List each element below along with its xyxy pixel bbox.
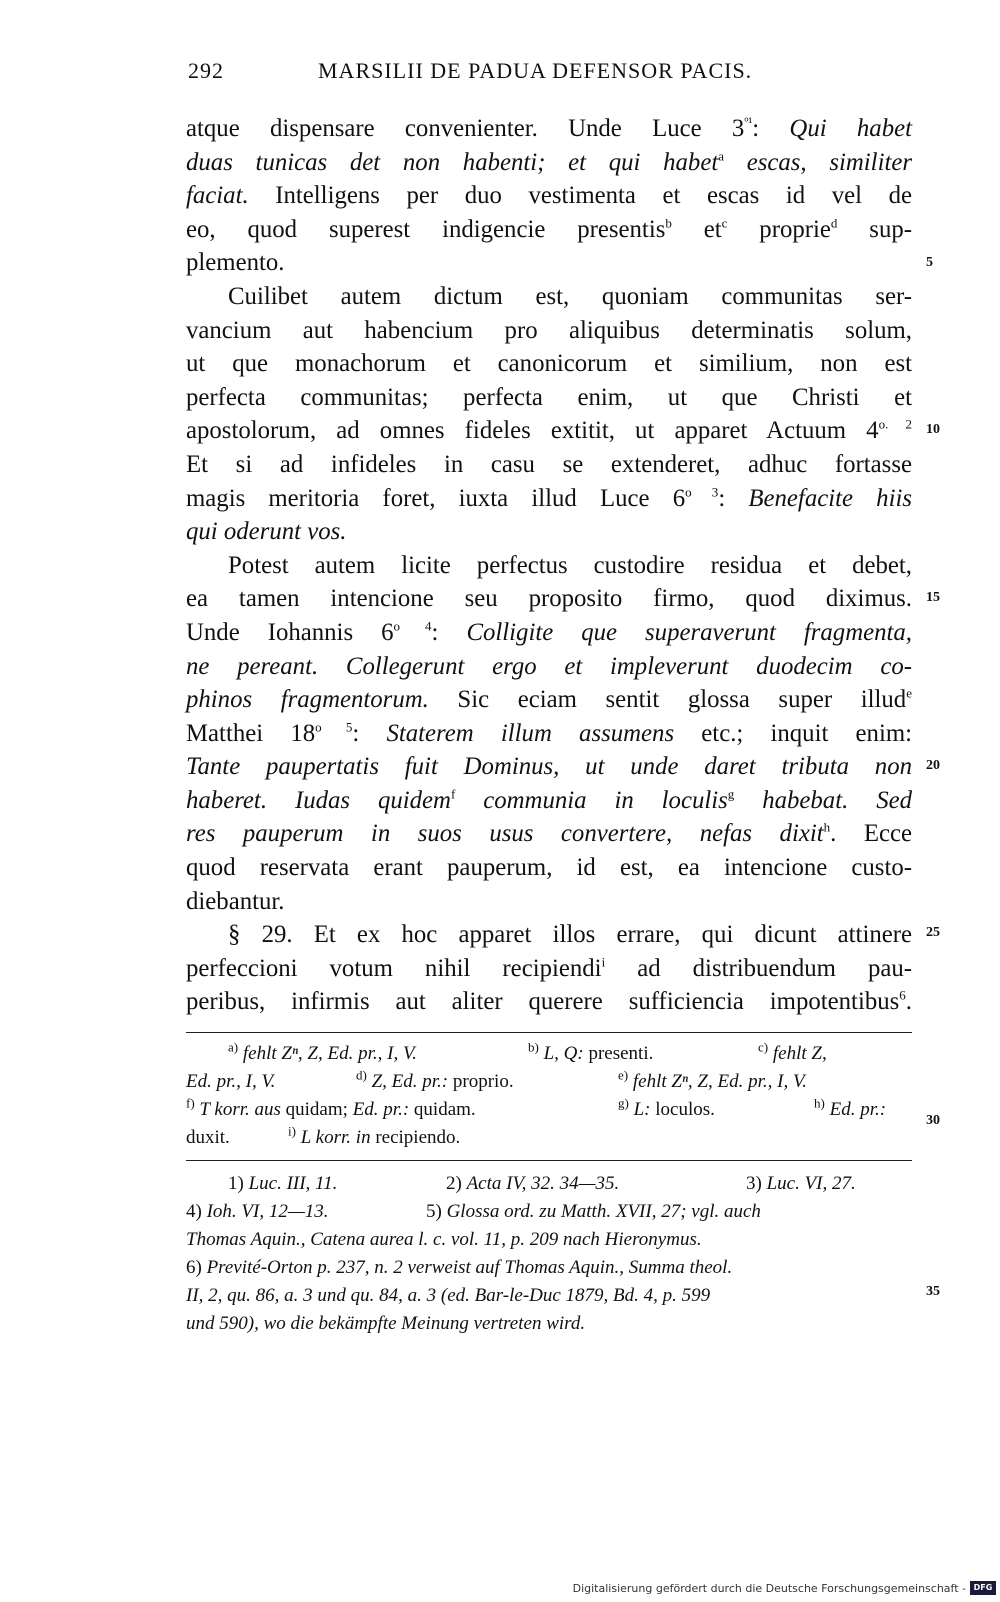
running-title: MARSILII DE PADUA DEFENSOR PACIS.: [318, 58, 753, 83]
page-number: 292: [188, 58, 224, 83]
margin-line-number: 25: [926, 925, 940, 940]
text-line: ut que monachorum et canonicorum et similium, non est: [186, 350, 912, 378]
margin-line-number: 5: [926, 255, 933, 270]
apparatus-rule: [186, 1032, 912, 1033]
source-notes: [186, 1170, 912, 1338]
apparatus-line: $^{a)}$ fehlt Zⁿ, Z, Ed. pr., I, V. $^{b)}$ L, Q: presenti. $^{c)}$ fehlt Z,: [228, 1039, 827, 1064]
margin-line-number: 15: [926, 590, 940, 605]
apparatus-line: duxit. $^{i)}$ L korr. in recipiendo.: [186, 1123, 461, 1148]
apparatus-line: Ed. pr., I, V. $^{d)}$ Z, Ed. pr.: proprio. $^{e)}$ fehlt Zⁿ, Z, Ed. pr., I, V.: [186, 1067, 807, 1092]
text-line: faciat. Intelligens per duo vestimenta et escas id vel de: [186, 182, 912, 210]
text-line: magis meritoria foret, iuxta illud Luce $6^{o 3}$: Benefacite hiis: [186, 484, 912, 512]
footer-credit: Digitalisierung gefördert durch die Deutsche Forschungsgemeinschaft -: [572, 1582, 966, 1595]
source-line: II, 2, qu. 86, a. 3 und qu. 84, a. 3 (ed. Bar-le-Duc 1879, Bd. 4, p. 599: [186, 1285, 711, 1306]
text-line: § 29. Et ex hoc apparet illos errare, qui dicunt attinere: [228, 921, 912, 949]
source-line: 6) Previté-Orton p. 237, n. 2 verweist auf Thomas Aquin., Summa theol.: [186, 1257, 733, 1278]
text-line: qui oderunt vos.: [186, 518, 347, 546]
text-line: Matthei $18^{o 5}$: Staterem illum assumens etc.; inquit enim:: [186, 719, 913, 747]
margin-line-number: 35: [926, 1284, 940, 1299]
text-line: res pauperum in suos usus convertere, nefas dixit$^h$. Ecce: [186, 820, 912, 848]
text-line: haberet. Iudas quidem$^f$ communia in loculis$^g$ habebat. Sed: [186, 786, 913, 814]
text-line: Unde Iohannis $6^{o 4}$: Colligite que superaverunt fragmenta,: [186, 618, 912, 646]
dfg-logo: DFG: [970, 1581, 996, 1595]
text-line: Cuilibet autem dictum est, quoniam communitas ser-: [228, 282, 912, 310]
text-line: Et si ad infideles in casu se extenderet, adhuc fortasse: [186, 450, 912, 478]
text-line: diebantur.: [186, 887, 285, 915]
text-line: vancium aut habencium pro aliquibus determinatis solum,: [186, 316, 912, 344]
text-line: quod reservata erant pauperum, id est, ea intencione custo-: [186, 854, 912, 882]
sources-rule: [186, 1160, 912, 1161]
apparatus-line: $^{f)}$ T korr. aus quidam; Ed. pr.: quidam. $^{g)}$ L: loculos. $^{h)}$ Ed. pr.:: [186, 1095, 887, 1120]
running-header: [188, 58, 908, 92]
text-line: perfecta communitas; perfecta enim, ut que Christi et: [186, 383, 912, 411]
text-line: plemento.: [186, 249, 285, 277]
margin-line-number: 10: [926, 422, 940, 437]
margin-line-number: 20: [926, 758, 940, 773]
source-line: Thomas Aquin., Catena aurea l. c. vol. 11, p. 209 nach Hieronymus.: [186, 1229, 702, 1250]
digitization-footer: [572, 1580, 1000, 1598]
critical-apparatus: [186, 1040, 912, 1152]
source-line: 1) Luc. III, 11. 2) Acta IV, 32. 34—35. 3) Luc. VI, 27.: [228, 1173, 856, 1194]
text-line: peribus, infirmis aut aliter querere sufficiencia impotentibus$^6$.: [186, 988, 912, 1016]
text-line: atque dispensare convenienter. Unde Luce $3^{º^1}$: Qui habet: [186, 114, 912, 142]
text-line: ne pereant. Collegerunt ergo et impleverunt duodecim co-: [186, 652, 912, 680]
text-line: duas tunicas det non habenti; et qui habet$^a$ escas, similiter: [186, 148, 913, 176]
main-text: [186, 112, 912, 1019]
text-line: eo, quod superest indigencie presentis$^b$ $et^c$ proprie$^d$ sup-: [186, 215, 912, 243]
text-line: apostolorum, ad omnes fideles extitit, ut apparet Actuum $4^{o. 2}$: [186, 417, 912, 445]
text-line: phinos fragmentorum. Sic eciam sentit glossa super illud$^e$: [186, 685, 912, 714]
source-line: 4) Ioh. VI, 12—13. 5) Glossa ord. zu Matth. XVII, 27; vgl. auch: [186, 1201, 761, 1222]
source-line: und 590), wo die bekämpfte Meinung vertreten wird.: [186, 1313, 586, 1334]
margin-line-number: 30: [926, 1113, 940, 1128]
text-line: perfeccioni votum nihil recipiendi$^i$ ad distribuendum pau-: [186, 954, 913, 982]
text-line: Potest autem licite perfectus custodire residua et debet,: [228, 551, 912, 579]
text-line: ea tamen intencione seu proposito firmo, quod diximus.: [186, 585, 912, 613]
text-line: Tante paupertatis fuit Dominus, ut unde daret tributa non: [186, 753, 912, 781]
